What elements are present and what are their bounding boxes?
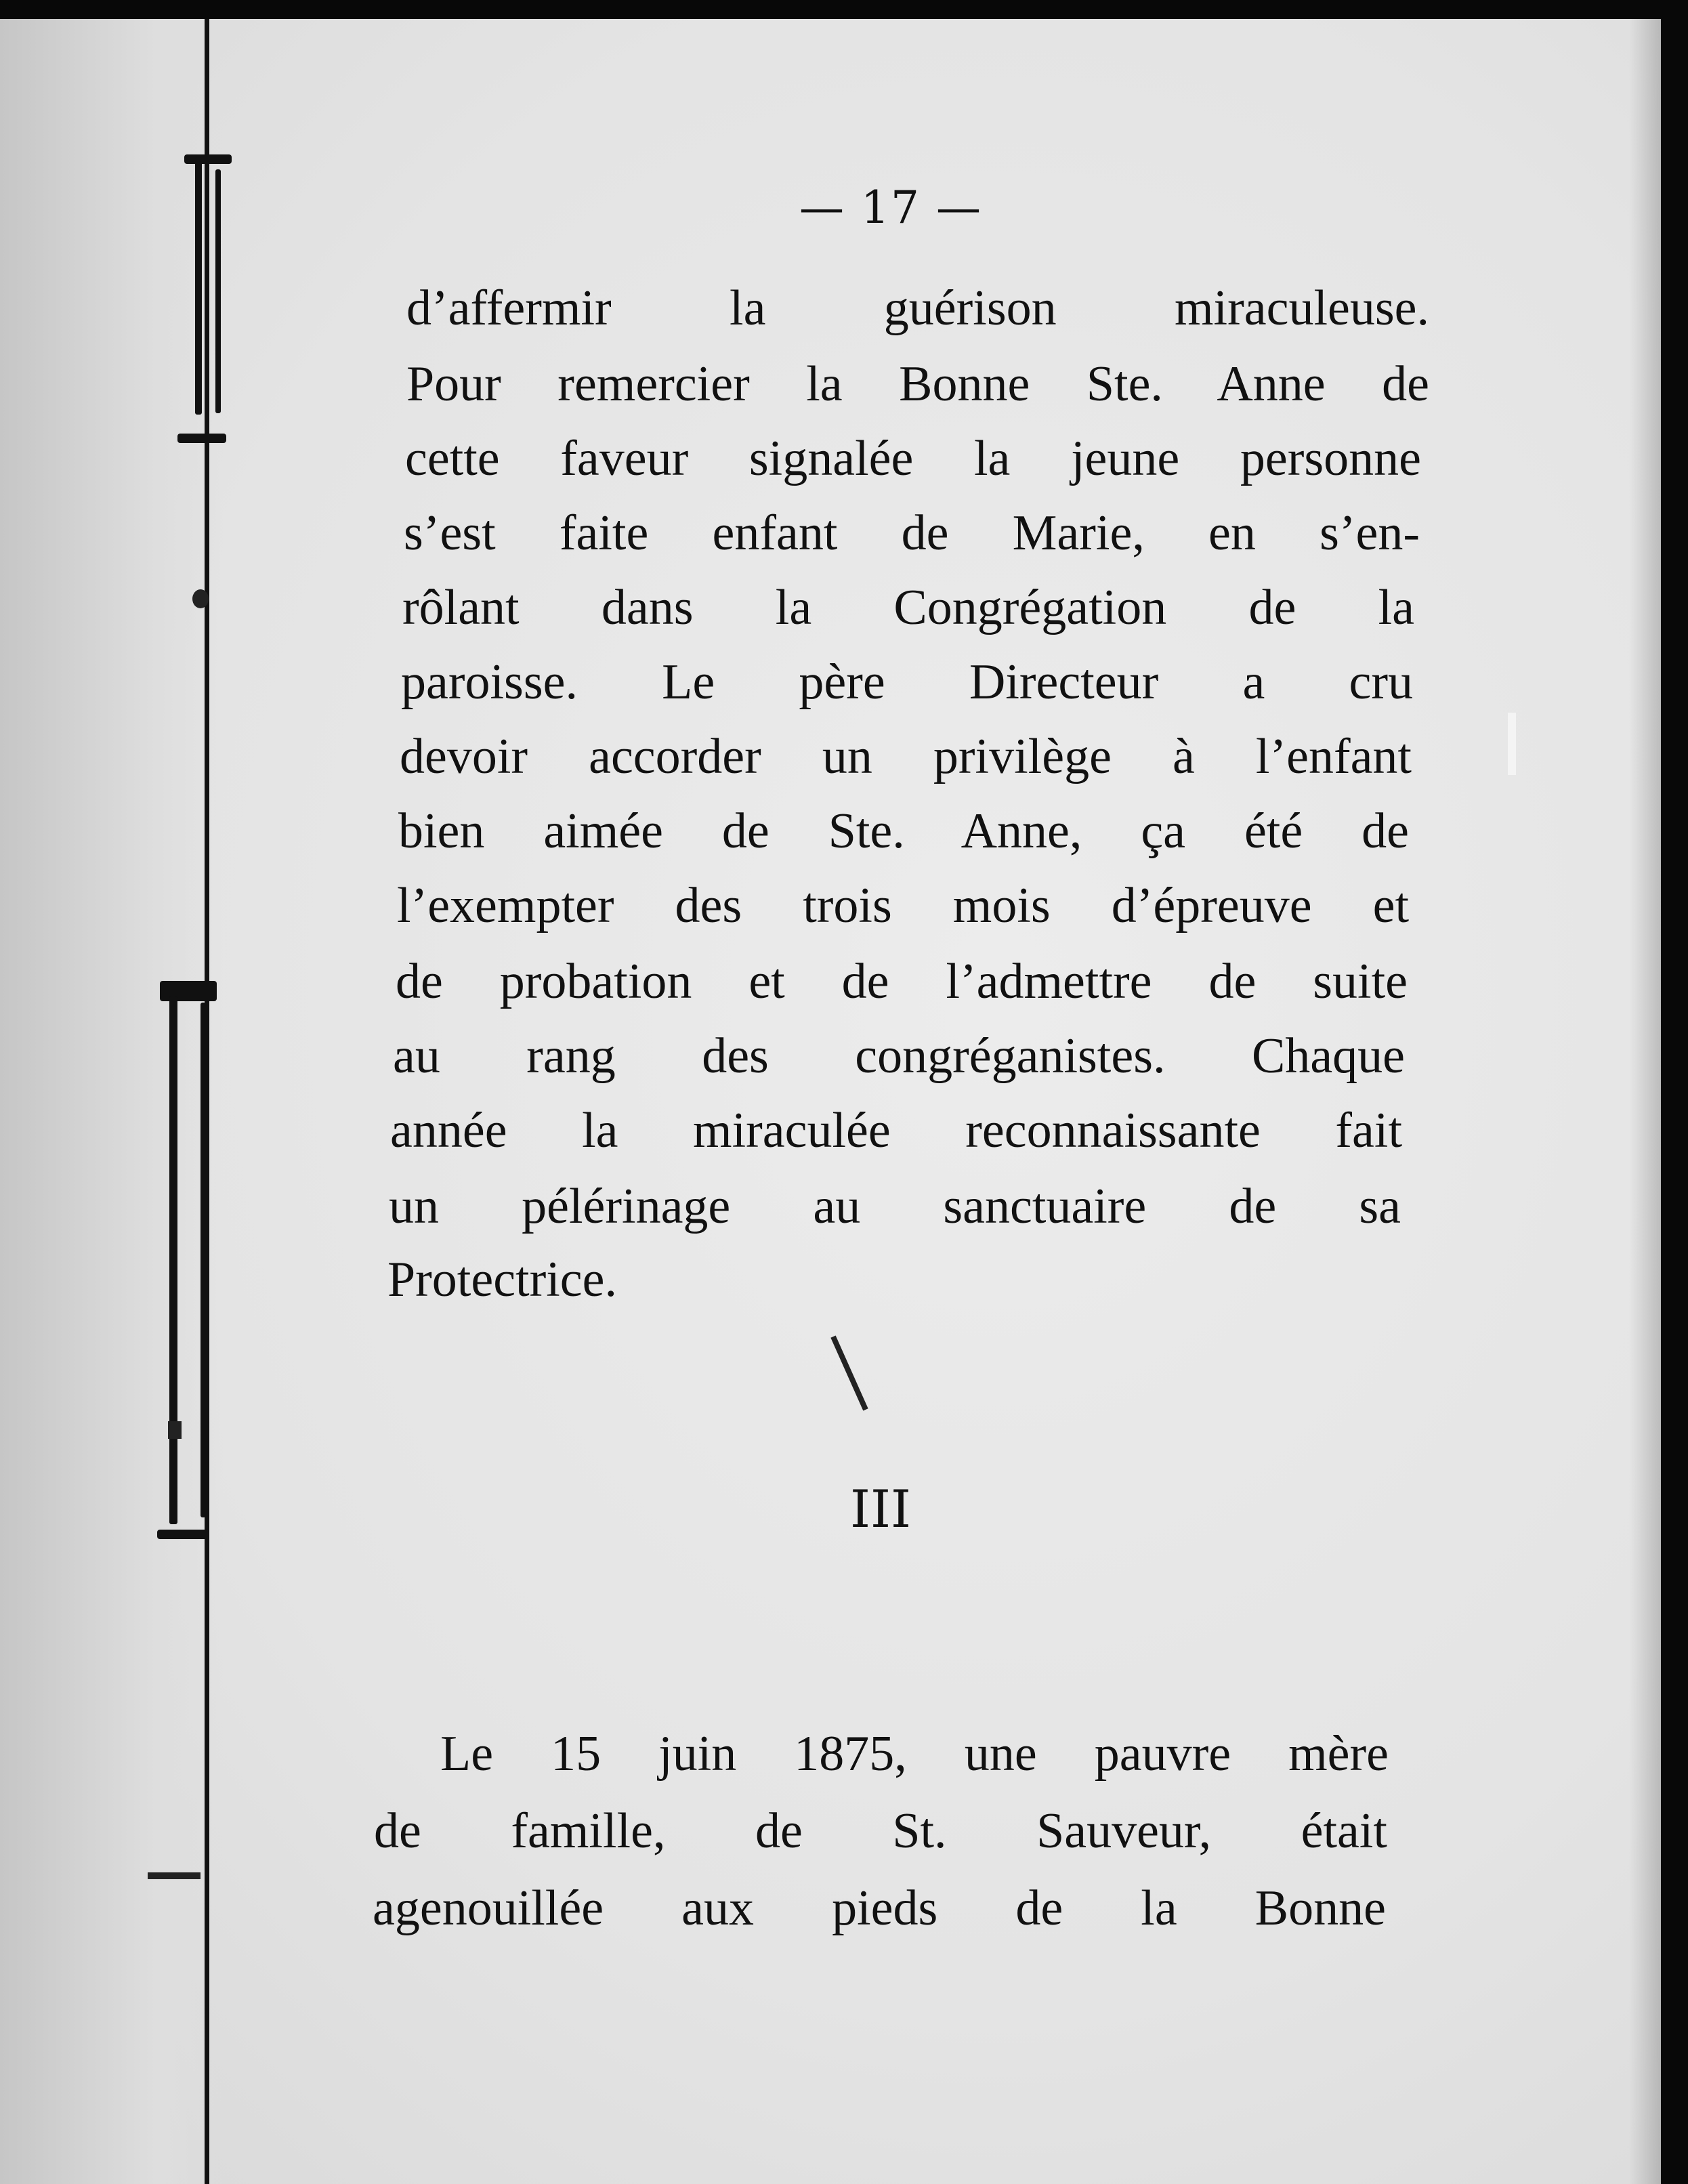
binding-thread-mark	[148, 1872, 201, 1879]
text-line: un pélérinage au sanctuaire de sa	[389, 1179, 1401, 1234]
text-line: s’est faite enfant de Marie, en s’en-	[404, 505, 1420, 561]
text-line: Protectrice.	[387, 1252, 617, 1307]
text-line: paroisse. Le père Directeur a cru	[401, 654, 1413, 710]
text-line: bien aimée de Ste. Anne, ça été de	[398, 803, 1409, 859]
text-line: agenouillée aux pieds de la Bonne	[373, 1881, 1386, 1936]
text-line: au rang des congréganistes. Chaque	[393, 1028, 1405, 1084]
text-line: l’exempter des trois mois d’épreuve et	[397, 878, 1409, 933]
text-line: année la miraculée reconnaissante fait	[390, 1103, 1402, 1158]
binding-knot-mark	[192, 589, 209, 608]
binding-knot-mark	[168, 1421, 182, 1439]
text-line: cette faveur signalée la jeune personne	[405, 431, 1421, 486]
binding-gutter-shade	[0, 19, 224, 2184]
text-line: de famille, de St. Sauveur, était	[374, 1803, 1387, 1859]
text-line: d’affermir la guérison miraculeuse.	[406, 280, 1429, 336]
paper-speck	[1508, 713, 1516, 775]
text-line: Pour remercier la Bonne Ste. Anne de	[406, 356, 1429, 412]
page-number: — 17 —	[799, 182, 982, 234]
text-line: Le 15 juin 1875, une pauvre mère	[440, 1726, 1389, 1782]
text-line: devoir accorder un privilège à l’enfant	[400, 729, 1412, 784]
paper-sheet	[0, 19, 1661, 2184]
right-edge-shadow	[1629, 19, 1661, 2184]
text-line: rôlant dans la Congrégation de la	[402, 580, 1414, 635]
text-line: de probation et de l’admettre de suite	[396, 954, 1408, 1009]
section-heading: III	[850, 1479, 912, 1539]
